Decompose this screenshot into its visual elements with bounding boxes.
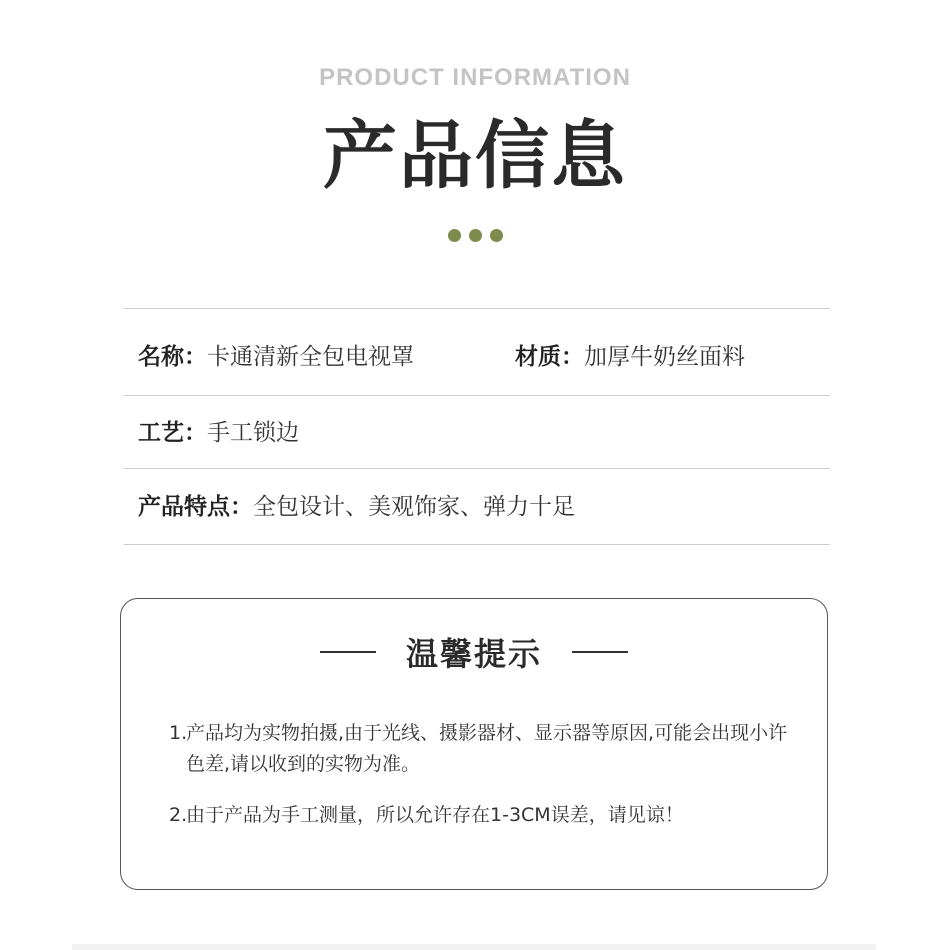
tip-item bbox=[169, 800, 789, 831]
page-eyebrow: PRODUCT INFORMATION bbox=[319, 64, 631, 91]
tip-number: 1. bbox=[169, 722, 188, 744]
material-row bbox=[515, 342, 745, 372]
divider bbox=[124, 468, 830, 469]
features-label: 产品特点： bbox=[138, 494, 253, 520]
dot-icon bbox=[448, 229, 461, 242]
craft-value: 手工锁边 bbox=[207, 420, 299, 446]
tip-item bbox=[169, 718, 789, 780]
craft-row bbox=[138, 418, 299, 448]
tips-panel bbox=[120, 598, 828, 890]
dot-icon bbox=[490, 229, 503, 242]
craft-label: 工艺： bbox=[138, 420, 207, 446]
tip-number: 2. bbox=[169, 804, 188, 826]
tips-right-rule bbox=[572, 651, 628, 653]
tips-header bbox=[121, 629, 827, 675]
tip-text: 产品均为实物拍摄,由于光线、摄影器材、显示器等原因,可能会出现小许色差,请以收到的实物为准。 bbox=[186, 722, 788, 775]
divider bbox=[124, 544, 830, 545]
name-row bbox=[138, 342, 414, 372]
tips-left-rule bbox=[320, 651, 376, 653]
divider bbox=[124, 395, 830, 396]
material-value: 加厚牛奶丝面料 bbox=[584, 344, 745, 370]
name-value: 卡通清新全包电视罩 bbox=[207, 344, 414, 370]
material-label: 材质： bbox=[515, 344, 584, 370]
footer-strip bbox=[72, 944, 876, 950]
tip-text: 由于产品为手工测量，所以允许存在1-3CM误差，请见谅！ bbox=[186, 804, 684, 826]
decorative-dots bbox=[0, 229, 950, 242]
tips-title: 温馨提示 bbox=[405, 635, 542, 673]
dot-icon bbox=[469, 229, 482, 242]
features-value: 全包设计、美观饰家、弹力十足 bbox=[253, 494, 575, 520]
divider bbox=[124, 308, 830, 309]
name-label: 名称： bbox=[138, 344, 207, 370]
features-row bbox=[138, 492, 575, 522]
page-title: 产品信息 bbox=[323, 113, 627, 199]
